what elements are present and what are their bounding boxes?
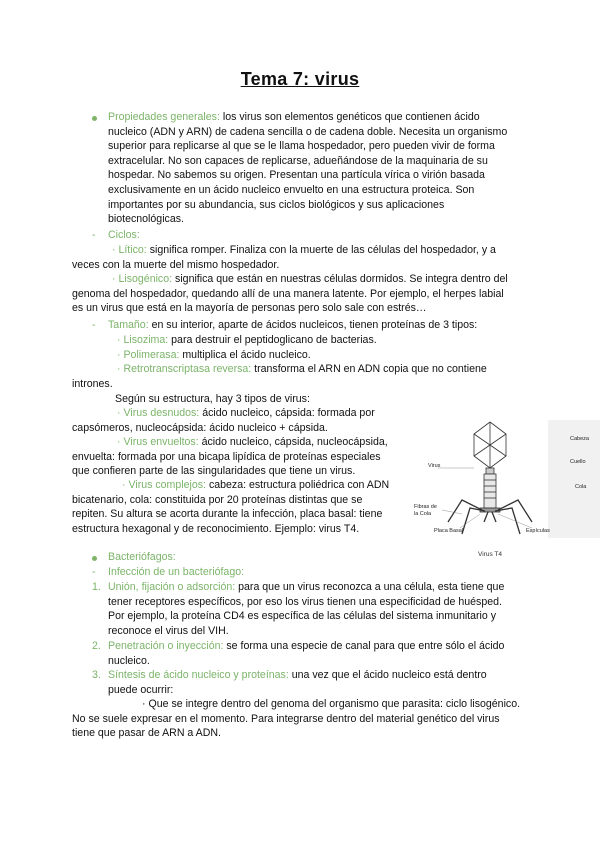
text-line: en su interior, aparte de ácidos nucleicos, tienen proteínas de 3 tipos: [148,319,478,331]
infeccion-label: Infección de un bacteriófago: [108,566,245,578]
cola-label: Cola [575,484,587,490]
ciclos-label: Ciclos: [108,229,140,241]
text-line: para que un virus reconozca a una célula, esta tiene que [235,581,505,593]
text-line: para destruir el peptidoglicano de bacterias. [168,334,377,346]
text-line: nucleico. [108,654,150,667]
text-line: genoma del hospedador, quedando allí de una manera latente. Por ejemplo, el herpes labial [72,287,504,300]
text-line: Por ejemplo, la proteína CD4 es específica de las células del sistema inmunitario y [108,610,497,623]
step-number: 1. [92,581,101,593]
desnudos-label: · Virus desnudos: [117,407,200,419]
text-line: ácido nucleico, cápsida: formada por [199,407,375,419]
virus-t4-figure [414,418,600,558]
estructura-intro: Según su estructura, hay 3 tipos de virus: [115,393,310,405]
text-line: multiplica el ácido nucleico. [179,348,311,361]
step-number: 2. [92,640,101,652]
virus-label: Virus [428,463,441,469]
complejos-label: · Virus complejos: [122,479,206,491]
text-line: tiene que pasar de ARN a ADN. [72,727,221,740]
placa-label: Placa Basal [434,528,464,534]
tamano-line [108,318,568,333]
text-line: que confieren parte de las singularidades que tiene un virus. [72,465,356,478]
text-line: una vez que el ácido nucleico está dentro [288,669,487,681]
bullet-dot [92,116,97,121]
text-line: estructura hexagonal y de reconocimiento. Ejemplo: virus T4. [72,522,360,535]
text-line: importantes por su abundancia, sus ciclos biológicos y sus aplicaciones [108,198,445,211]
propiedades-label: Propiedades generales: [108,111,220,123]
text-line: capsómeros, nucleocápsida: ácido nucleico + cápsida. [72,421,328,434]
text-line: significa romper. Finaliza con la muerte de las células del hospedador, y a [146,244,496,256]
step-2-label: Penetración o inyección: [108,640,224,652]
step-2 [108,639,568,668]
text-line: extracelular. No son capaces de replicarse, adueñándose de la maquinaria de su [108,154,488,167]
tamano-label: Tamaño: [108,319,149,331]
fibras-label: Fibras de la Cola [414,504,437,517]
litico-paragraph [72,243,562,272]
text-line: significa que están en nuestras células dormidos. Se integra dentro del [172,273,508,285]
text-line: intrones. [72,377,113,390]
text-line: transforma el ARN en ADN copia que no contiene [251,363,487,376]
text-line: los virus son elementos genéticos que contienen ácido [219,111,480,123]
text-line: biotecnológicas. [108,213,184,226]
desnudos-paragraph [72,406,412,435]
text-line: superior para replicarse al que se le llama hospedador, pero pueden vivir de forma [108,140,495,153]
text-line: hospedar. No sabemos su origen. Presentan una partícula vírica o virión basada [108,169,485,182]
cabeza-label: Cabeza [570,436,589,442]
step-number: 3. [92,669,101,681]
dash-marker: - [92,319,96,331]
text-line: es un virus que está en la mayoría de personas pero solo sale con estrés… [72,302,427,315]
figure-caption: Virus T4 [478,551,502,558]
text-line: exclusivamente en un ácido nucleico envuelto en una estructura proteica. Son [108,183,475,196]
proteinas-list [72,333,562,391]
envueltos-paragraph [72,435,412,479]
cuello-label: Cuello [570,459,586,465]
lisogenico-label: · Lisogénico: [112,273,173,285]
complejos-paragraph [72,478,412,536]
bullet-dot [92,556,97,561]
dash-marker: - [92,566,96,578]
text-line: reconoce el virus del VIH. [108,624,229,637]
text-line: ácido nucleico, cápsida, nucleocápsida, [198,436,388,448]
text-line: cabeza: estructura poliédrica con ADN [206,479,390,491]
step-1 [108,580,568,638]
phage-neck [486,468,494,474]
text-line: No se suele expresar en el momento. Para integrarse dentro del material genético del virus [72,712,500,725]
text-line: se forma una especie de canal para que entre sólo el ácido [223,640,505,652]
text-line: repiten. Su altura se acorta durante la infección, placa basal: tiene [72,508,383,521]
lisogenico-paragraph [72,272,562,316]
envueltos-label: · Virus envueltos: [117,436,199,448]
text-line: nucleico (ADN y ARN) de cadena sencilla o de cadena doble. Necesita un organismo [108,125,508,138]
step-1-label: Unión, fijación o adsorción: [108,581,236,593]
bacteriofagos-label: Bacteriófagos: [108,551,176,563]
phage-tail [484,474,496,508]
lisozima-label: · Lisozima: [117,334,169,346]
polimerasa-label: · Polimerasa: [117,348,180,361]
text-line: bicatenario, cola: constituida por 20 proteínas distintas que se [72,493,363,506]
text-line: veces con la muerte del mismo hospedador. [72,258,280,271]
text-line: tener receptores específicos, por eso los virus tienen una especificidad de huésped. [108,595,502,608]
espiculas-label: Espículas [526,528,550,534]
step-3 [108,668,568,697]
dash-marker: - [92,229,96,241]
text-line: · Que se integre dentro del genoma del organismo que parasita: ciclo lisogénico. [142,698,521,710]
propiedades-paragraph [108,110,558,227]
retrotranscriptasa-label: · Retrotranscriptasa reversa: [117,363,252,376]
litico-label: · Lítico: [112,244,147,256]
step-3-label: Síntesis de ácido nucleico y proteínas: [108,669,289,681]
page-title: Tema 7: virus [240,69,360,89]
text-line: envuelta: formada por una bicapa lipídica de proteínas especiales [72,450,381,463]
lisogenico-note [72,697,562,741]
text-line: puede ocurrir: [108,683,174,696]
